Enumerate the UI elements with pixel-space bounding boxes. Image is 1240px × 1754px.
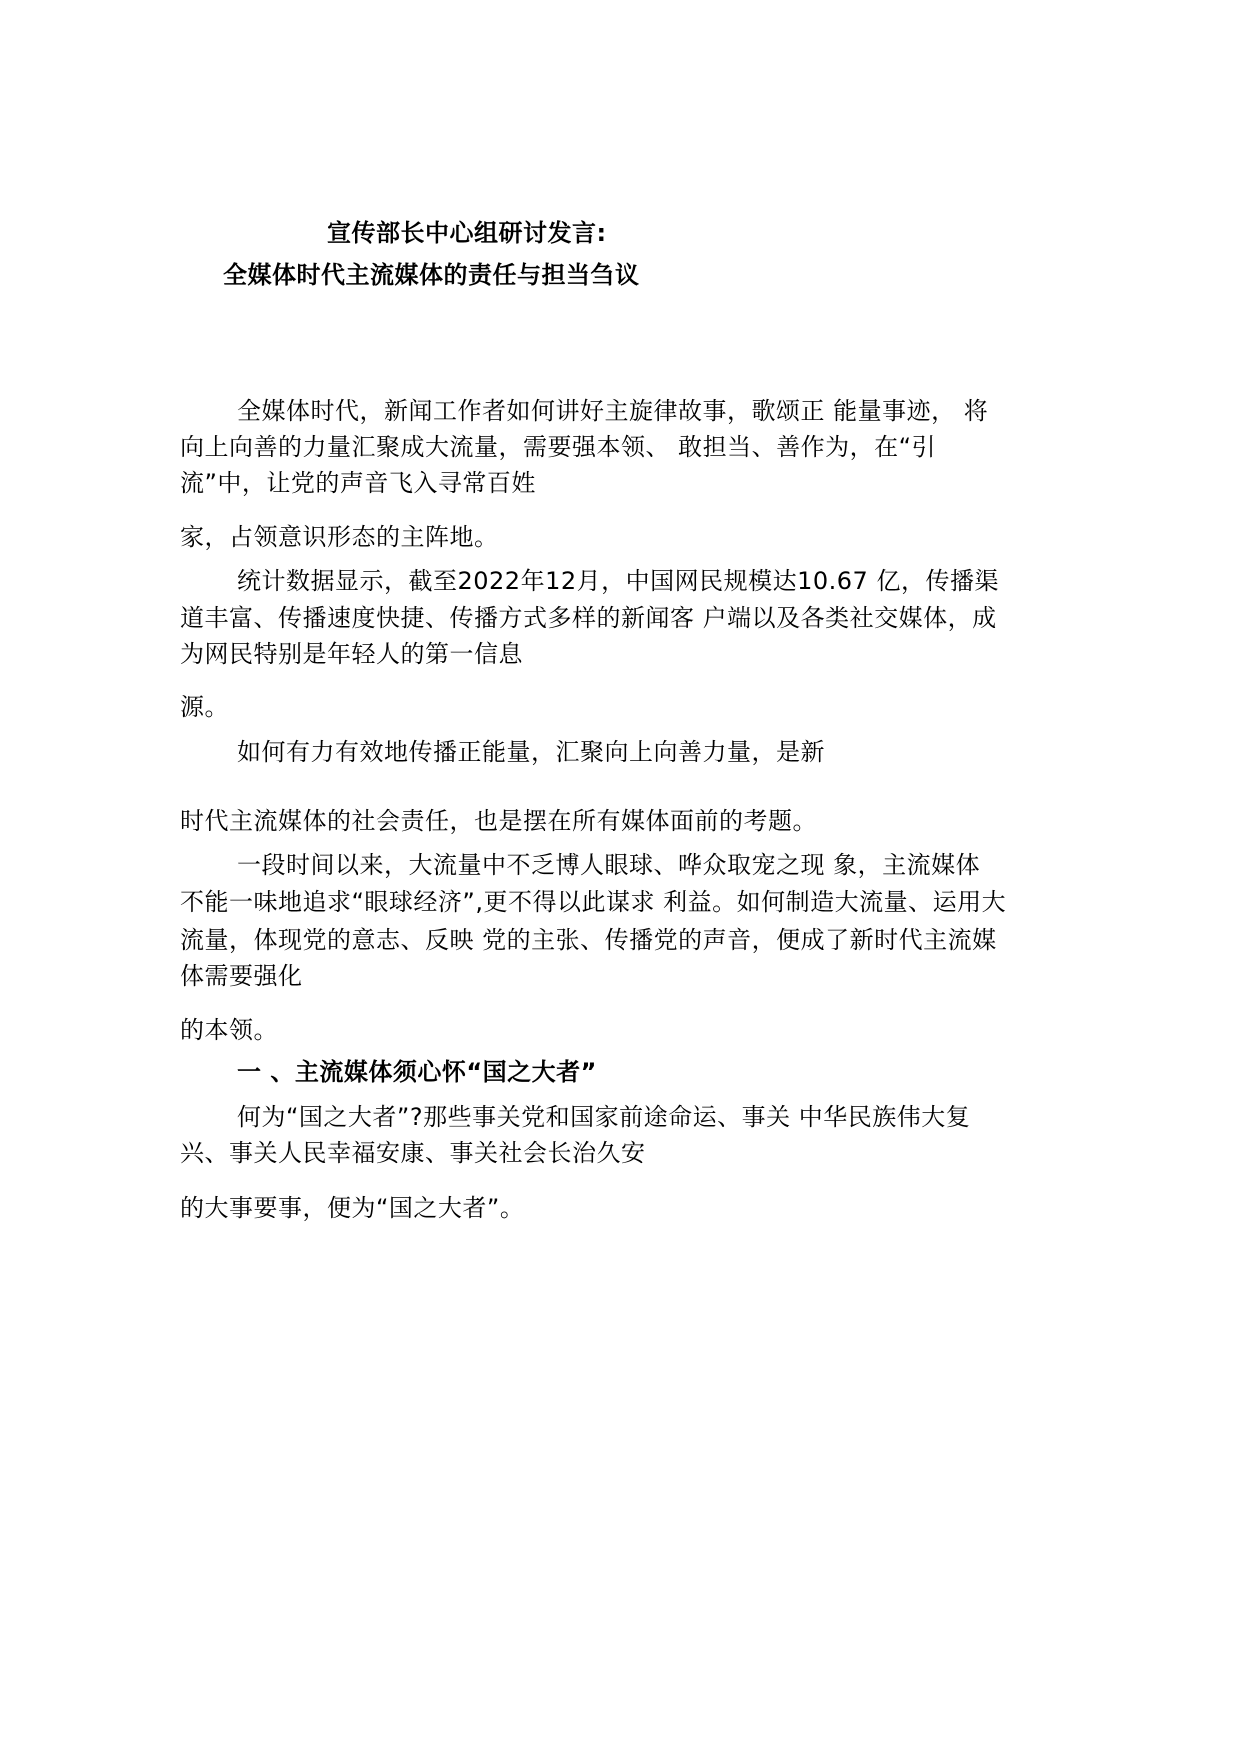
paragraph-line: 的本领。 bbox=[180, 1016, 278, 1044]
paragraph-line: 源。 bbox=[180, 693, 229, 721]
paragraph-line: 时代主流媒体的社会责任，也是摆在所有媒体面前的考题。 bbox=[180, 807, 817, 835]
paragraph-line: 全媒体时代，新闻工作者如何讲好主旋律故事，歌颂正 能量事迹， 将 bbox=[237, 397, 989, 425]
paragraph-line: 何为“国之大者”?那些事关党和国家前途命运、事关 中华民族伟大复 bbox=[237, 1103, 971, 1131]
paragraph-line: 道丰富、传播速度快捷、传播方式多样的新闻客 户端以及各类社交媒体，成 bbox=[180, 604, 997, 632]
paragraph-line: 不能一味地追求“眼球经济”,更不得以此谋求 利益。如何制造大流量、运用大 bbox=[180, 888, 1007, 916]
document-title-line1: 宣传部长中心组研讨发言: bbox=[327, 219, 607, 247]
paragraph-line: 统计数据显示，截至2022年12月，中国网民规模达10.67 亿，传播渠 bbox=[237, 567, 999, 595]
paragraph-line: 的大事要事，便为“国之大者”。 bbox=[180, 1194, 525, 1222]
paragraph-line: 流量，体现党的意志、反映 党的主张、传播党的声音，便成了新时代主流媒 bbox=[180, 926, 997, 954]
paragraph-line: 如何有力有效地传播正能量，汇聚向上向善力量，是新 bbox=[237, 738, 825, 766]
paragraph-line: 体需要强化 bbox=[180, 962, 303, 990]
paragraph-line: 为网民特别是年轻人的第一信息 bbox=[180, 640, 523, 668]
paragraph-line: 一段时间以来，大流量中不乏博人眼球、哗众取宠之现 象，主流媒体 bbox=[237, 851, 981, 879]
section-heading: 一 、主流媒体须心怀“国之大者” bbox=[237, 1058, 597, 1086]
paragraph-line: 兴、事关人民幸福安康、事关社会长治久安 bbox=[180, 1139, 646, 1167]
paragraph-line: 流”中，让党的声音飞入寻常百姓 bbox=[180, 469, 536, 497]
document-title-line2: 全媒体时代主流媒体的责任与担当刍议 bbox=[223, 261, 640, 289]
paragraph-line: 向上向善的力量汇聚成大流量，需要强本领、 敢担当、善作为，在“引 bbox=[180, 433, 937, 461]
paragraph-line: 家，占领意识形态的主阵地。 bbox=[180, 523, 499, 551]
